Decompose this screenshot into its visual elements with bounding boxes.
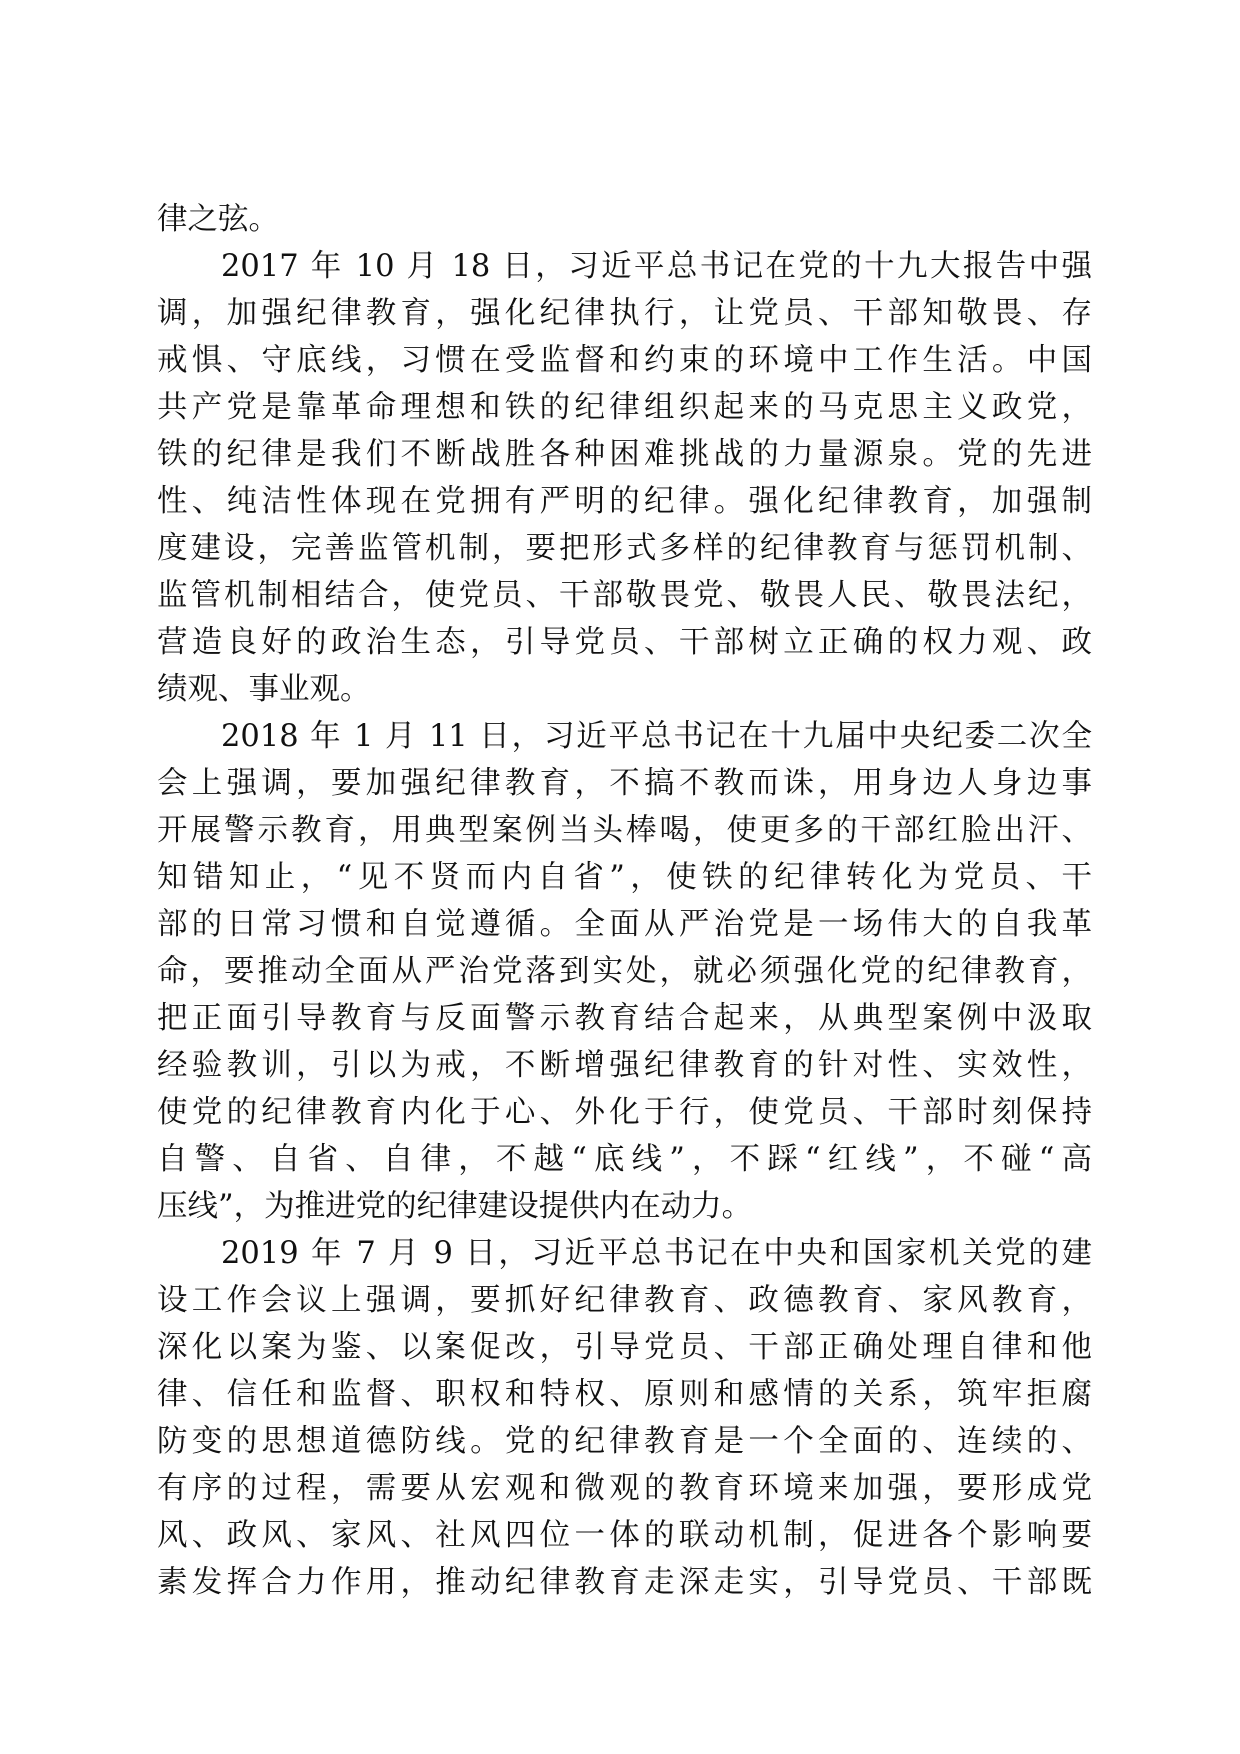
text-line: 监管机制相结合，使党员、干部敬畏党、敬畏人民、敬畏法纪，	[157, 578, 1092, 613]
text-line: 绩观、事业观。	[157, 672, 371, 707]
document-body	[157, 196, 1092, 1606]
text-line: 风、政风、家风、社风四位一体的联动机制，促进各个影响要	[157, 1518, 1092, 1553]
paragraph-first-line: 2017 年 10 月 18 日，习近平总书记在党的十九大报告中强	[221, 249, 1092, 284]
text-line: 戒惧、守底线，习惯在受监督和约束的环境中工作生活。中国	[157, 343, 1092, 378]
text-line: 命，要推动全面从严治党落到实处，就必须强化党的纪律教育，	[157, 954, 1092, 989]
text-line: 性、纯洁性体现在党拥有严明的纪律。强化纪律教育，加强制	[157, 484, 1092, 519]
text-line: 调，加强纪律教育，强化纪律执行，让党员、干部知敬畏、存	[157, 296, 1092, 331]
text-line: 设工作会议上强调，要抓好纪律教育、政德教育、家风教育，	[157, 1283, 1092, 1318]
text-line: 防变的思想道德防线。党的纪律教育是一个全面的、连续的、	[157, 1424, 1092, 1459]
text-line: 深化以案为鉴、以案促改，引导党员、干部正确处理自律和他	[157, 1330, 1092, 1365]
text-line: 铁的纪律是我们不断战胜各种困难挑战的力量源泉。党的先进	[157, 437, 1092, 472]
text-line: 使党的纪律教育内化于心、外化于行，使党员、干部时刻保持	[157, 1095, 1092, 1130]
text-line: 律、信任和监督、职权和特权、原则和感情的关系，筑牢拒腐	[157, 1377, 1092, 1412]
text-line: 部的日常习惯和自觉遵循。全面从严治党是一场伟大的自我革	[157, 907, 1092, 942]
text-line: 自警、自省、自律，不越“底线”，不踩“红线”，不碰“高	[157, 1142, 1092, 1177]
text-line: 压线”，为推进党的纪律建设提供内在动力。	[157, 1189, 753, 1224]
text-line: 有序的过程，需要从宏观和微观的教育环境来加强，要形成党	[157, 1471, 1092, 1506]
text-line: 素发挥合力作用，推动纪律教育走深走实，引导党员、干部既	[157, 1565, 1092, 1600]
text-line: 开展警示教育，用典型案例当头棒喝，使更多的干部红脸出汗、	[157, 813, 1092, 848]
paragraph-first-line: 2019 年 7 月 9 日，习近平总书记在中央和国家机关党的建	[221, 1236, 1092, 1271]
text-line: 把正面引导教育与反面警示教育结合起来，从典型案例中汲取	[157, 1001, 1092, 1036]
paragraph-first-line: 2018 年 1 月 11 日，习近平总书记在十九届中央纪委二次全	[221, 719, 1092, 754]
text-line: 度建设，完善监管机制，要把形式多样的纪律教育与惩罚机制、	[157, 531, 1092, 566]
text-line: 会上强调，要加强纪律教育，不搞不教而诛，用身边人身边事	[157, 766, 1092, 801]
text-line: 知错知止，“见不贤而内自省”，使铁的纪律转化为党员、干	[157, 860, 1092, 895]
text-line: 共产党是靠革命理想和铁的纪律组织起来的马克思主义政党，	[157, 390, 1092, 425]
text-line: 律之弦。	[157, 202, 279, 237]
text-line: 营造良好的政治生态，引导党员、干部树立正确的权力观、政	[157, 625, 1092, 660]
text-line: 经验教训，引以为戒，不断增强纪律教育的针对性、实效性，	[157, 1048, 1092, 1083]
